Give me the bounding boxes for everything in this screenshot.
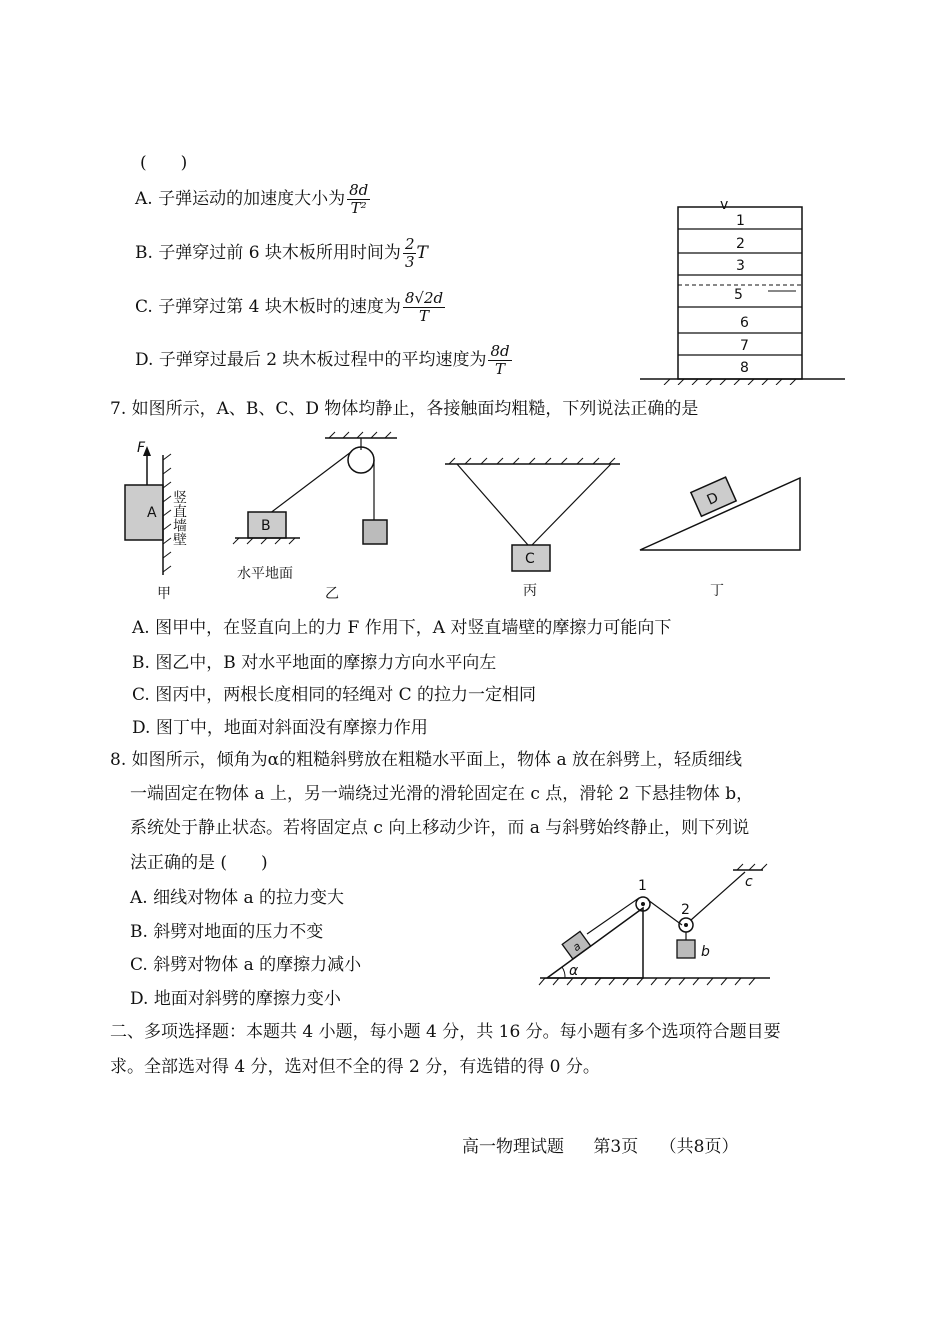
q7-option-d[interactable] — [132, 713, 428, 738]
footer-page: 第3页 — [593, 1137, 639, 1157]
fraction — [403, 236, 417, 271]
wall-label: 竖直墙壁 — [171, 490, 187, 546]
caption-bing: 丙 — [523, 583, 537, 599]
caption-ding: 丁 — [710, 583, 724, 599]
q8-option-b[interactable] — [130, 917, 323, 942]
board-label: 2 — [736, 236, 745, 252]
board-label: 1 — [736, 213, 745, 229]
suffix: T — [416, 243, 428, 263]
footer-subject: 高一物理试题 — [462, 1137, 564, 1157]
q8-stem-line: 一端固定在物体 a 上，另一端绕过光滑的滑轮固定在 c 点，滑轮 2 下悬挂物体 b， — [130, 784, 754, 804]
block-a-label: a — [570, 939, 584, 955]
option-text: 子弹穿过前 6 块木板所用时间为 — [158, 243, 401, 263]
q6-option-c[interactable] — [135, 290, 445, 325]
option-text: 图乙中，B 对水平地面的摩擦力方向水平向左 — [155, 653, 497, 673]
option-text: 地面对斜劈的摩擦力变小 — [153, 989, 341, 1009]
q6-option-d[interactable] — [135, 343, 512, 378]
q7-option-b[interactable] — [132, 648, 496, 673]
point-c-label: c — [745, 874, 753, 890]
q8-figure — [535, 860, 775, 995]
q6-option-a[interactable] — [135, 182, 370, 217]
ground-label: 水平地面 — [237, 566, 293, 582]
option-letter: B. — [135, 243, 153, 263]
q6-answer-bracket: ( ) — [140, 153, 188, 173]
option-text: 子弹运动的加速度大小为 — [158, 189, 346, 209]
pulley-2-label: 2 — [681, 902, 690, 918]
option-letter: D. — [132, 718, 151, 738]
wall-hatch — [163, 454, 171, 572]
board-label: 5 — [734, 287, 743, 303]
bullet-mark: v — [720, 197, 729, 213]
string — [648, 900, 682, 925]
option-text: 细线对物体 a 的拉力变大 — [153, 888, 345, 908]
board-stack-figure — [640, 195, 850, 385]
option-letter: B. — [130, 922, 148, 942]
ground-hatch — [539, 978, 755, 985]
option-text: 子弹穿过第 4 块木板时的速度为 — [158, 297, 401, 317]
block-a-label: A — [147, 505, 157, 521]
board-label: 6 — [740, 315, 749, 331]
footer — [462, 1132, 738, 1157]
option-letter: C. — [132, 685, 150, 705]
fraction — [403, 290, 445, 325]
numerator: 8d — [349, 181, 369, 199]
q8-stem-line: 法正确的是 ( ) — [130, 853, 268, 873]
board-label: 8 — [740, 360, 749, 376]
q8-option-a[interactable] — [130, 883, 344, 908]
section2-heading-line1: 二、多项选择题：本题共 4 小题，每小题 4 分，共 16 分。每小题有多个选项符合题目要 — [110, 1022, 781, 1042]
option-letter: A. — [130, 888, 148, 908]
fraction — [347, 182, 370, 217]
section2-heading-line2: 求。全部选对得 4 分，选对但不全的得 2 分，有选错的得 0 分。 — [110, 1057, 600, 1077]
block-a — [125, 485, 163, 540]
figure-bing — [445, 458, 620, 599]
fraction — [488, 343, 511, 378]
option-letter: A. — [132, 618, 150, 638]
numerator: 8d — [490, 342, 510, 360]
angle-label: α — [569, 963, 579, 979]
option-letter: C. — [135, 297, 153, 317]
option-letter: C. — [130, 955, 148, 975]
option-text: 图丙中，两根长度相同的轻绳对 C 的拉力一定相同 — [155, 685, 537, 705]
caption-yi: 乙 — [325, 586, 339, 602]
rope-right — [532, 464, 611, 545]
denominator: T — [418, 307, 429, 325]
option-text: 斜劈对物体 a 的摩擦力减小 — [153, 955, 362, 975]
q8-stem-line: 8. 如图所示，倾角为α的粗糙斜劈放在粗糙水平面上，物体 a 放在斜劈上，轻质细线 — [110, 750, 743, 770]
pulley-1-axle — [641, 902, 645, 906]
pulley-1-label: 1 — [638, 878, 647, 894]
denominator: T² — [350, 199, 367, 217]
board-label: 7 — [740, 338, 749, 354]
q7-option-a[interactable] — [132, 613, 671, 638]
hanging-block — [363, 520, 387, 544]
rope — [265, 452, 351, 517]
figure-jia — [125, 440, 187, 602]
denominator: 3 — [404, 253, 415, 271]
caption-jia: 甲 — [157, 586, 171, 602]
force-label: F — [137, 440, 146, 456]
q7-stem: 7. 如图所示，A、B、C、D 物体均静止，各接触面均粗糙，下列说法正确的是 — [110, 399, 699, 419]
block-a — [562, 931, 590, 958]
option-letter: D. — [135, 350, 154, 370]
footer-total: （共8页） — [659, 1137, 739, 1157]
figure-yi — [233, 432, 397, 602]
ground-hatch — [664, 379, 796, 385]
q8-option-c[interactable] — [130, 950, 361, 975]
angle-arc — [562, 967, 565, 978]
block-d-label: D — [704, 489, 722, 509]
option-text: 图丁中，地面对斜面没有摩擦力作用 — [155, 718, 428, 738]
option-letter: B. — [132, 653, 150, 673]
board-label: 3 — [736, 258, 745, 274]
q7-option-c[interactable] — [132, 680, 536, 705]
rope-left — [457, 464, 528, 545]
option-letter: A. — [135, 189, 153, 209]
q8-option-d[interactable] — [130, 984, 341, 1009]
block-b-label: b — [701, 944, 710, 960]
numerator: 8√2d — [404, 289, 444, 307]
pulley-2-axle — [684, 923, 688, 927]
numerator: 2 — [404, 235, 415, 253]
denominator: T — [495, 360, 506, 378]
block-b-label: B — [261, 518, 271, 534]
option-text: 斜劈对地面的压力不变 — [153, 922, 324, 942]
q6-option-b[interactable] — [135, 236, 428, 271]
option-letter: D. — [130, 989, 149, 1009]
pulley — [348, 447, 374, 473]
q8-stem-line: 系统处于静止状态。若将固定点 c 向上移动少许，而 a 与斜劈始终静止，则下列说 — [130, 818, 750, 838]
block-b — [677, 940, 695, 958]
wedge — [547, 908, 643, 978]
string — [691, 872, 745, 920]
option-text: 图甲中，在竖直向上的力 F 作用下，A 对竖直墙壁的摩擦力可能向下 — [155, 618, 672, 638]
option-text: 子弹穿过最后 2 块木板过程中的平均速度为 — [158, 350, 487, 370]
q7-figures — [115, 430, 815, 605]
block-c-label: C — [525, 551, 535, 567]
figure-ding — [640, 477, 800, 599]
